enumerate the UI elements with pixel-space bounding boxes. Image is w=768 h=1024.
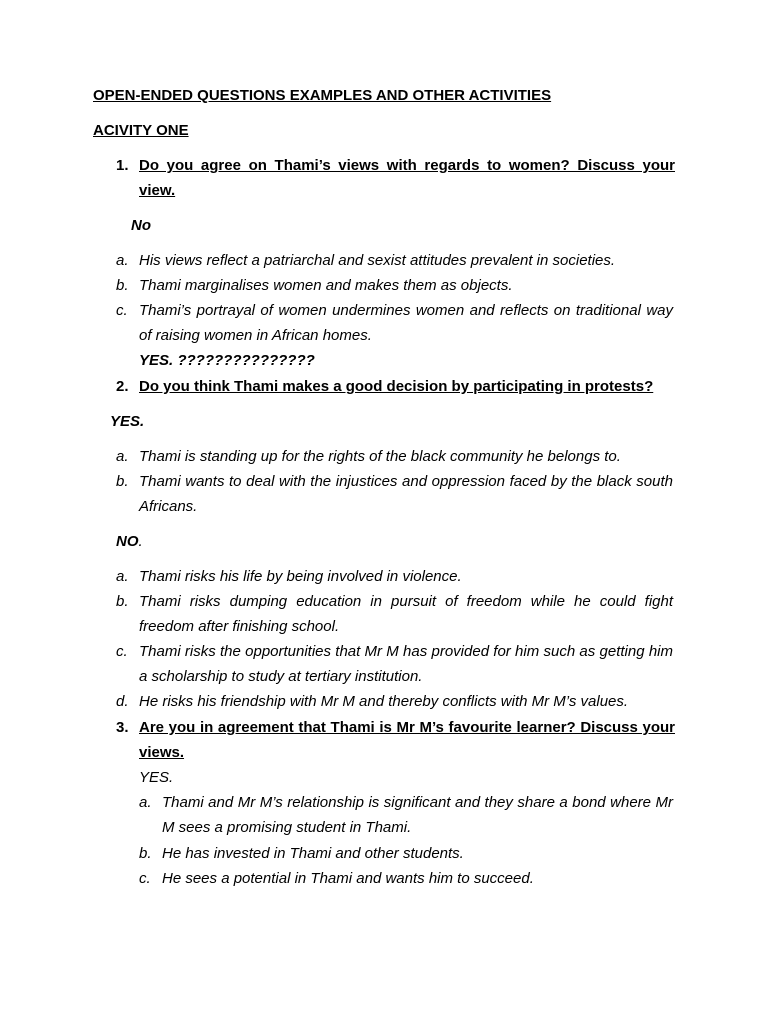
question-number: 1. xyxy=(116,157,129,174)
list-item-label: d. xyxy=(116,693,129,710)
answer-heading-yes: YES. xyxy=(139,769,174,786)
question-text: Do you agree on Thami’s views with regards to women? Discuss your view. xyxy=(139,157,675,199)
list-item-label: c. xyxy=(116,643,128,660)
question-text: Do you think Thami makes a good decision by participating in protests? xyxy=(139,378,654,395)
list-item-label: b. xyxy=(116,277,129,294)
list-item-text: Thami wants to deal with the injustices and oppression faced by the black south Africans. xyxy=(139,473,673,515)
document-title: OPEN-ENDED QUESTIONS EXAMPLES AND OTHER ACTIVITIES xyxy=(93,87,552,104)
answer-heading-yes: YES. xyxy=(110,413,145,430)
list-item-text: Thami risks his life by being involved in violence. xyxy=(139,568,462,585)
list-item-label: a. xyxy=(139,794,152,811)
list-item-label: a. xyxy=(116,448,129,465)
list-item-text: Thami’s portrayal of women undermines women and reflects on traditional way of raising women in African homes. xyxy=(139,302,673,344)
list-item-label: b. xyxy=(139,845,152,862)
question-number: 2. xyxy=(116,378,129,395)
list-item-label: b. xyxy=(116,593,129,610)
answer-heading-no: No xyxy=(131,217,151,234)
list-item-label: c. xyxy=(116,302,128,319)
question-text: Are you in agreement that Thami is Mr M’s favourite learner? Discuss your views. xyxy=(139,719,675,761)
list-item-text: Thami risks dumping education in pursuit of freedom while he could fight freedom after finishing school. xyxy=(139,593,673,635)
list-item-text: He risks his friendship with Mr M and thereby conflicts with Mr M’s values. xyxy=(139,693,629,710)
list-item-text: He has invested in Thami and other students. xyxy=(162,845,464,862)
list-item-text: Thami is standing up for the rights of the black community he belongs to. xyxy=(139,448,621,465)
answer-heading-yes: YES. ??????????????? xyxy=(139,352,315,369)
list-item-label: a. xyxy=(116,568,129,585)
list-item-label: c. xyxy=(139,870,151,887)
question-number: 3. xyxy=(116,719,129,736)
list-item-label: b. xyxy=(116,473,129,490)
list-item-label: a. xyxy=(116,252,129,269)
list-item-text: Thami and Mr M’s relationship is significant and they share a bond where Mr M sees a promising student in Thami. xyxy=(162,794,673,836)
answer-heading-no: NO. xyxy=(116,533,143,550)
list-item-text: Thami risks the opportunities that Mr M has provided for him such as getting him a scholarship to study at tertiary institution. xyxy=(139,643,673,685)
list-item-text: His views reflect a patriarchal and sexist attitudes prevalent in societies. xyxy=(139,252,616,269)
activity-heading: ACIVITY ONE xyxy=(93,122,189,139)
list-item-text: Thami marginalises women and makes them as objects. xyxy=(139,277,513,294)
list-item-text: He sees a potential in Thami and wants him to succeed. xyxy=(162,870,534,887)
